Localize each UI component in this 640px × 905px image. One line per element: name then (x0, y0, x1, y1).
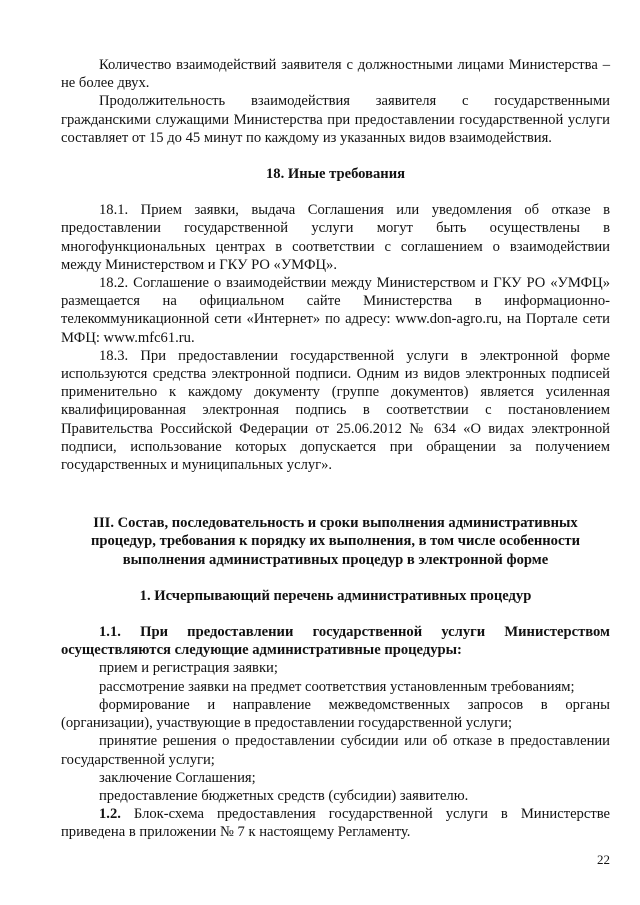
paragraph-1-2 (61, 805, 610, 841)
section-1-heading: 1. Исчерпывающий перечень административных процедур (139, 587, 532, 604)
chapter-3-heading: III. Состав, последовательность и сроки выполнения административных процедур, требования к порядку их выполнения, в том числе особенности выполнения административных процедур в электронной форме (90, 515, 581, 568)
list-item: принятие решения о предоставлении субсидии или об отказе в предоставлении государственной услуги; (61, 733, 610, 768)
section-18-heading: 18. Иные требования (265, 166, 406, 183)
page-content (61, 56, 610, 842)
paragraph-1-1: 1.1. При предоставлении государственной услуги Министерством осуществляются следующие административные процедуры: (61, 624, 610, 659)
list-item: прием и регистрация заявки; (99, 660, 278, 677)
list-item: заключение Соглашения; (99, 769, 256, 786)
paragraph-18-1: 18.1. Прием заявки, выдача Соглашения или уведомления об отказе в предоставлении государственной услуги могут быть осуществлены в многофункциональных центрах в соответствии с соглашением о взаимодействии между Министерством и ГКУ РО «УМФЦ». (61, 202, 610, 273)
page-number: 22 (597, 852, 610, 867)
list-item: предоставление бюджетных средств (субсидии) заявителю. (99, 787, 469, 804)
paragraph-interactions-count: Количество взаимодействий заявителя с должностными лицами Министерства – не более двух. (61, 57, 610, 92)
paragraph-18-2: 18.2. Соглашение о взаимодействии между Министерством и ГКУ РО «УМФЦ» размещается на официальном сайте Министерства в информационно-телекоммуникационной сети «Интернет» по адресу: www.don-agro.ru, на Портале сети МФЦ: www.mfc61.ru. (61, 275, 610, 346)
paragraph-1-2-number: 1.2. (99, 806, 121, 823)
paragraph-18-3: 18.3. При предоставлении государственной услуги в электронной форме используются средства электронной подписи. Одним из видов электронных подписей применительно к каждому документу (группе документов) является усиленная квалифицированная электронная подпись в соответствии с постановлением Правительства Российской Федерации от 25.06.2012 № 634 «О видах электронной подписи, использование которых допускается при обращении за получением государственных и муниципальных услуг». (61, 347, 610, 474)
paragraph-1-2-text: Блок-схема предоставления государственной услуги в Министерстве приведена в приложении № 7 к настоящему Регламенту. (61, 806, 610, 841)
paragraph-interaction-duration: Продолжительность взаимодействия заявителя с государственными гражданскими служащими Министерства при предоставлении государственной услуги составляет от 15 до 45 минут по каждому из указанных видов взаимодействия. (61, 93, 610, 146)
list-item: рассмотрение заявки на предмет соответствия установленным требованиям; (99, 678, 575, 695)
list-item: формирование и направление межведомственных запросов в органы (организации), участвующие в предоставлении государственной услуги; (61, 696, 610, 732)
